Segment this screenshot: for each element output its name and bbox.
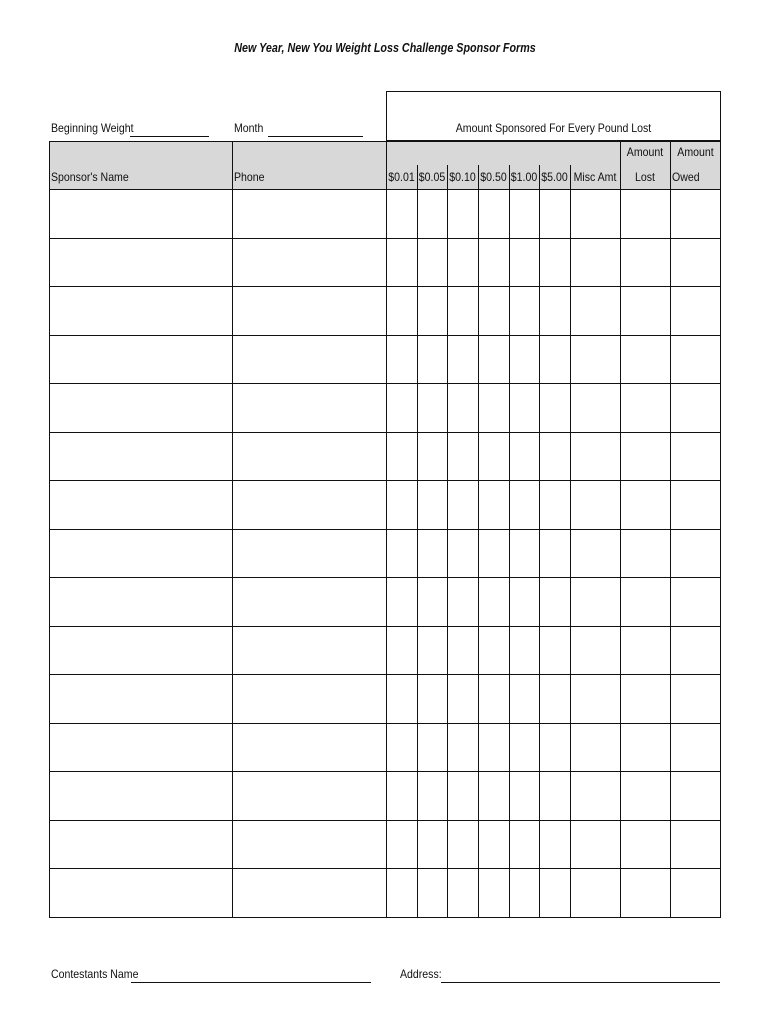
contestant-name-label: Contestants Name bbox=[51, 967, 139, 981]
row-divider bbox=[49, 238, 721, 239]
row-divider bbox=[49, 335, 721, 336]
col-divider bbox=[539, 165, 540, 918]
header-100: $1.00 bbox=[510, 170, 538, 184]
header-phone: Phone bbox=[234, 170, 265, 184]
row-divider bbox=[49, 820, 721, 821]
row-divider bbox=[49, 577, 721, 578]
beginning-weight-label: Beginning Weight bbox=[51, 121, 134, 135]
row-divider bbox=[49, 383, 721, 384]
row-divider bbox=[49, 723, 721, 724]
header-005: $0.05 bbox=[418, 170, 446, 184]
month-field[interactable] bbox=[268, 136, 363, 137]
col-divider bbox=[509, 165, 510, 918]
header-separator bbox=[49, 189, 721, 190]
row-divider bbox=[49, 674, 721, 675]
row-divider bbox=[49, 480, 721, 481]
header-amount-owed-1: Amount bbox=[677, 145, 714, 159]
header-001: $0.01 bbox=[388, 170, 415, 184]
header-misc: Misc Amt bbox=[573, 170, 617, 184]
form-title: New Year, New You Weight Loss Challenge Sponsor Forms bbox=[234, 41, 536, 55]
address-label: Address: bbox=[400, 967, 442, 981]
row-divider bbox=[49, 626, 721, 627]
col-divider bbox=[570, 165, 571, 918]
header-500: $5.00 bbox=[541, 170, 568, 184]
col-divider bbox=[478, 165, 479, 918]
header-amount-lost-2: Lost bbox=[635, 170, 655, 184]
row-divider bbox=[49, 432, 721, 433]
row-divider bbox=[49, 868, 721, 869]
row-divider bbox=[49, 529, 721, 530]
address-field[interactable] bbox=[441, 982, 720, 983]
month-label: Month bbox=[234, 121, 264, 135]
col-divider bbox=[447, 165, 448, 918]
beginning-weight-field[interactable] bbox=[130, 136, 209, 137]
row-divider bbox=[49, 771, 721, 772]
header-050: $0.50 bbox=[480, 170, 507, 184]
header-amount-owed-2: Owed bbox=[672, 170, 700, 184]
header-amount-lost-1: Amount bbox=[626, 145, 664, 159]
row-divider bbox=[49, 286, 721, 287]
header-010: $0.10 bbox=[449, 170, 476, 184]
amount-sponsored-label: Amount Sponsored For Every Pound Lost bbox=[455, 121, 652, 135]
header-sponsor-name: Sponsor's Name bbox=[51, 170, 129, 184]
contestant-name-field[interactable] bbox=[131, 982, 371, 983]
col-divider bbox=[417, 165, 418, 918]
